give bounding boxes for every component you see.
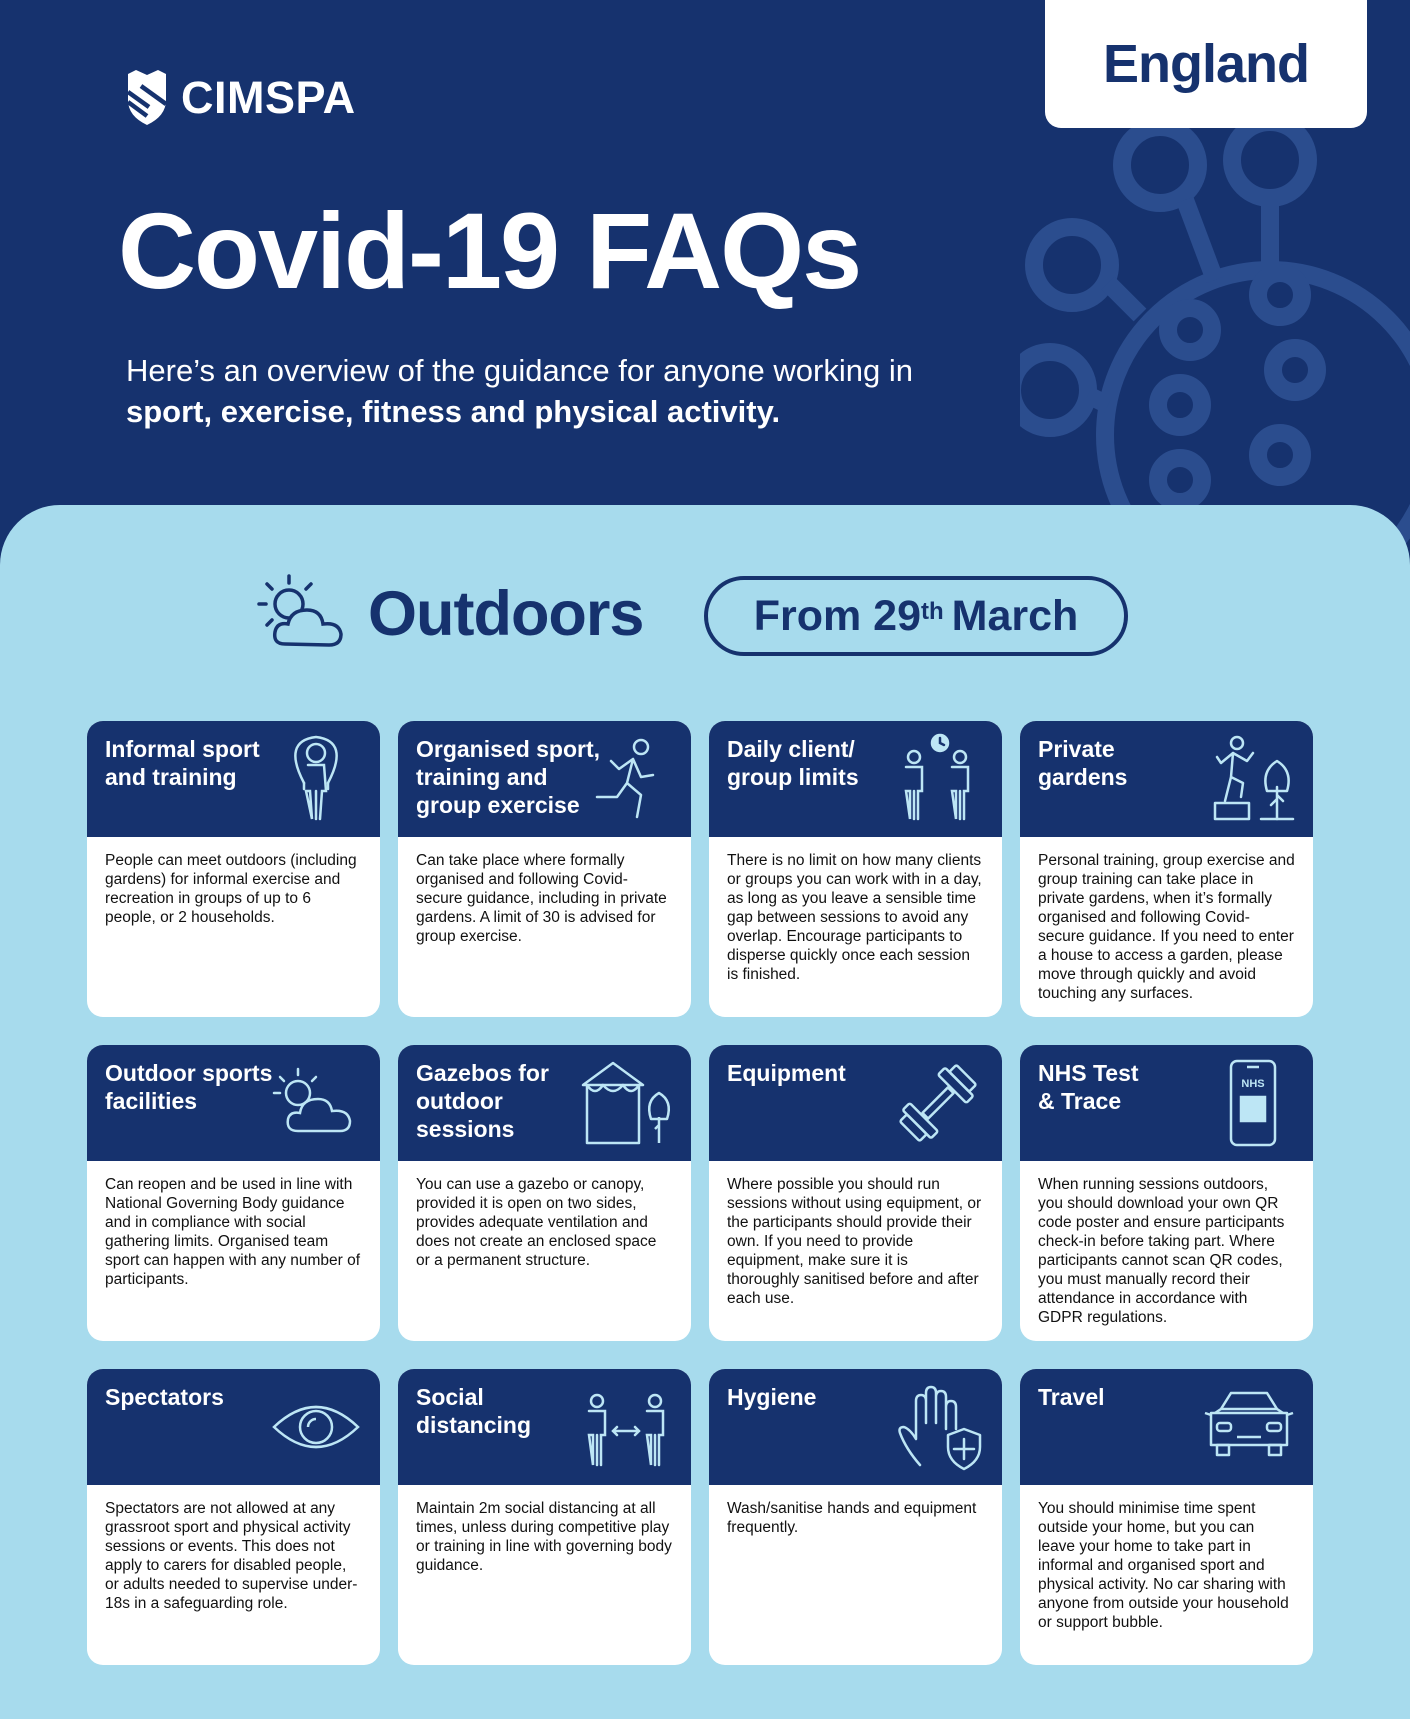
card-header [709, 1369, 1002, 1485]
faq-card-equipment [709, 1045, 1002, 1341]
intro-plain: Here’s an overview of the guidance for anyone working in [126, 353, 913, 388]
logo-text: CIMSPA [181, 72, 356, 123]
sun-cloud-icon [255, 570, 351, 652]
card-header [87, 721, 380, 837]
faq-grid [87, 721, 1313, 1665]
card-title: Daily client/ group limits [727, 736, 859, 790]
card-header [1020, 1045, 1313, 1161]
card-header [398, 1045, 691, 1161]
section-title: Outdoors [368, 579, 644, 649]
intro-text [126, 350, 986, 432]
faq-card-private-gardens [1020, 721, 1313, 1017]
phone-nhs-icon [1201, 1055, 1297, 1151]
faq-card-sports-facilities [87, 1045, 380, 1341]
card-body: There is no limit on how many clients or groups you can work with in a day, as long as you leave a sensible time gap between sessions to avoid any overlap. Encourage participants to disperse quickly once each session is finished. [727, 852, 982, 983]
date-suffix: March [951, 591, 1079, 640]
card-title: Social distancing [416, 1384, 532, 1438]
distancing-icon [579, 1379, 675, 1475]
card-body: Can take place where formally organised and following Covid-secure guidance, including in private gardens. A limit of 30 is advised for group exercise. [416, 852, 667, 945]
sun-cloud-icon [268, 1055, 364, 1151]
cimspa-logo [125, 70, 356, 126]
runner-icon [579, 731, 675, 827]
faq-card-informal-sport [87, 721, 380, 1017]
region-label: England [1103, 34, 1309, 94]
faq-card-social-distancing [398, 1369, 691, 1665]
card-body: People can meet outdoors (including gardens) for informal exercise and recreation in groups of up to 6 people, or 2 households. [105, 852, 357, 926]
virus-icon [1020, 105, 1410, 560]
card-header [709, 721, 1002, 837]
hand-shield-icon [890, 1379, 986, 1475]
card-body: When running sessions outdoors, you should download your own QR code poster and ensure participants check-in before taking part. Where participants cannot scan QR codes, you must manually record their attendance in accordance with GDPR regulations. [1038, 1176, 1285, 1326]
card-title: Outdoor sports facilities [105, 1060, 273, 1114]
faq-card-daily-limits [709, 721, 1002, 1017]
card-body: Personal training, group exercise and group training can take place in private gardens, when it’s formally organised and following Covid-secure guidance. If you need to enter a house to access a garden, please move through quickly and avoid touching any surfaces. [1038, 852, 1295, 1002]
card-title: Hygiene [727, 1384, 817, 1410]
card-body: Where possible you should run sessions without using equipment, or the participants should provide their own. If you need to provide equipment, make sure it is thoroughly sanitised before and after each use. [727, 1176, 982, 1307]
card-header [709, 1045, 1002, 1161]
faq-card-nhs-test-trace [1020, 1045, 1313, 1341]
card-body: Maintain 2m social distancing at all times, unless during competitive play or training in line with governing body guidance. [416, 1500, 672, 1574]
gazebo-icon [579, 1055, 675, 1151]
card-header [398, 1369, 691, 1485]
faq-card-travel [1020, 1369, 1313, 1665]
card-title: NHS Test & Trace [1038, 1060, 1139, 1114]
garden-step-icon [1201, 731, 1297, 827]
hero-section [0, 0, 1410, 560]
card-header [1020, 1369, 1313, 1485]
page-title: Covid-19 FAQs [118, 190, 861, 311]
card-header [87, 1045, 380, 1161]
card-body: Wash/sanitise hands and equipment frequently. [727, 1500, 977, 1536]
date-sup: th [920, 598, 944, 625]
skipping-rope-icon [268, 731, 364, 827]
card-title: Spectators [105, 1384, 224, 1410]
date-pill [704, 576, 1128, 656]
card-title: Informal sport and training [105, 736, 260, 790]
faq-card-spectators [87, 1369, 380, 1665]
card-title: Private gardens [1038, 736, 1128, 790]
dumbbell-icon [890, 1055, 986, 1151]
date-prefix: From 29 [753, 591, 921, 640]
shield-logo-icon [125, 70, 169, 126]
faq-card-organised-sport [398, 721, 691, 1017]
card-title: Organised sport, training and group exercise [416, 736, 601, 818]
faq-card-hygiene [709, 1369, 1002, 1665]
faq-card-gazebos [398, 1045, 691, 1341]
nhs-label: NHS [1241, 1078, 1265, 1090]
card-header [1020, 721, 1313, 837]
card-body: You should minimise time spent outside your home, but you can leave your home to take part in informal and organised sport and physical activity. No car sharing with anyone from outside your household or support bubble. [1038, 1500, 1289, 1631]
region-tab [1045, 0, 1367, 128]
card-body: Spectators are not allowed at any grassroot sport and physical activity sessions or events. This does not apply to carers for disabled people, or adults needed to supervise under-18s in a safeguarding role. [105, 1500, 358, 1612]
card-header [87, 1369, 380, 1485]
card-body: You can use a gazebo or canopy, provided it is open on two sides, provides adequate ventilation and does not create an enclosed space or a permanent structure. [416, 1176, 657, 1269]
card-title: Travel [1038, 1384, 1105, 1410]
eye-icon [268, 1379, 364, 1475]
intro-bold: sport, exercise, fitness and physical activity. [126, 394, 781, 429]
card-header [398, 721, 691, 837]
people-clock-icon [890, 731, 986, 827]
card-title: Equipment [727, 1060, 846, 1086]
card-body: Can reopen and be used in line with National Governing Body guidance and in compliance with social gathering limits. Organised team sport can happen with any number of participants. [105, 1176, 361, 1288]
car-icon [1201, 1379, 1297, 1475]
card-title: Gazebos for outdoor sessions [416, 1060, 549, 1142]
